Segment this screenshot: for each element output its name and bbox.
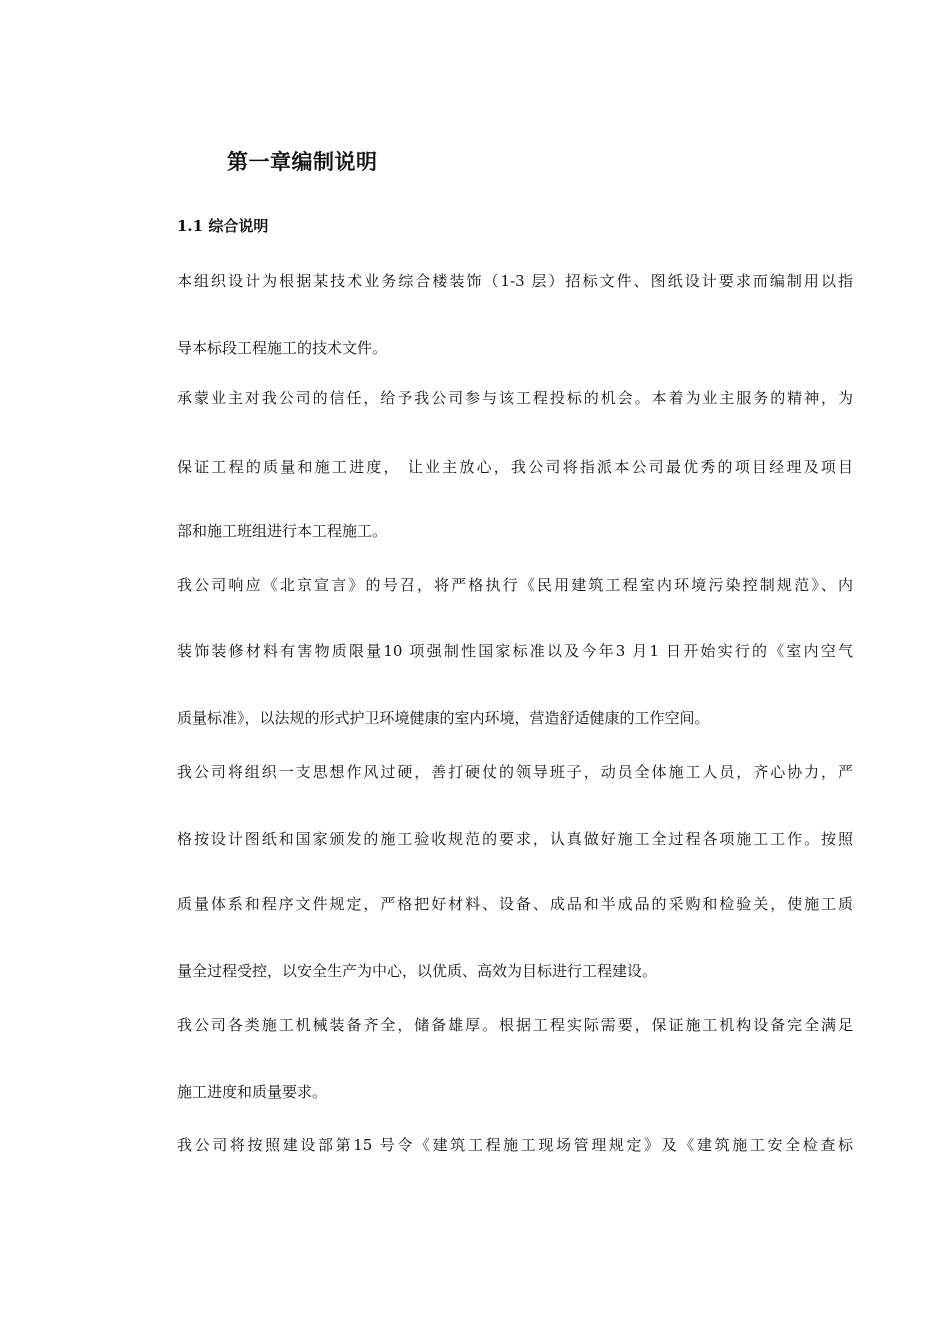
paragraph-line: 格按设计图纸和国家颁发的施工验收规范的要求，认真做好施工全过程各项施工工作。按照 <box>177 830 853 848</box>
paragraph-line: 部和施工班组进行本工程施工。 <box>177 522 388 540</box>
paragraph-line: 装饰装修材料有害物质限量10 项强制性国家标准以及今年3 月1 日开始实行的《室内空气 <box>177 642 853 660</box>
paragraph-line: 质量体系和程序文件规定，严格把好材料、设备、成品和半成品的采购和检验关，使施工质 <box>177 895 853 913</box>
paragraph-line: 质量标准》，以法规的形式护卫环境健康的室内环境，营造舒适健康的工作空间。 <box>177 709 710 727</box>
paragraph-line: 施工进度和质量要求。 <box>177 1083 328 1101</box>
paragraph-line: 保证工程的质量和施工进度， 让业主放心，我公司将指派本公司最优秀的项目经理及项目 <box>177 458 853 476</box>
paragraph-line: 量全过程受控，以安全生产为中心，以优质、高效为目标进行工程建设。 <box>177 962 658 980</box>
paragraph-line: 我公司将组织一支思想作风过硬，善打硬仗的领导班子，动员全体施工人员，齐心协力，严 <box>177 763 853 781</box>
section-heading: 1.1 综合说明 <box>177 217 269 235</box>
paragraph-line: 本组织设计为根据某技术业务综合楼装饰（1-3 层）招标文件、图纸设计要求而编制用以指 <box>177 272 853 290</box>
paragraph-line: 我公司将按照建设部第15 号令《建筑工程施工现场管理规定》及《建筑施工安全检查标 <box>177 1136 853 1154</box>
paragraph-line: 我公司各类施工机械装备齐全，储备雄厚。根据工程实际需要，保证施工机构设备完全满足 <box>177 1016 853 1034</box>
paragraph-line: 导本标段工程施工的技术文件。 <box>177 339 388 357</box>
paragraph-line: 承蒙业主对我公司的信任，给予我公司参与该工程投标的机会。本着为业主服务的精神，为 <box>177 389 853 407</box>
paragraph-line: 我公司响应《北京宣言》的号召，将严格执行《民用建筑工程室内环境污染控制规范》、内 <box>177 576 853 594</box>
chapter-title: 第一章编制说明 <box>227 150 378 174</box>
